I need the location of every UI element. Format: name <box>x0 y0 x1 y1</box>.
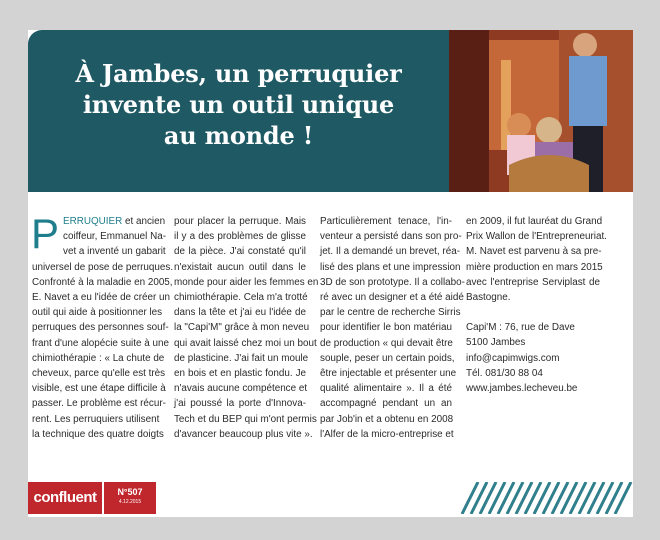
drop-cap: P <box>31 210 60 257</box>
contact-phone: Tél. 081/30 88 04 <box>466 367 543 379</box>
headline-line-1: À Jambes, un perruquier <box>75 59 402 88</box>
text-line: d'avancer beaucoup plus vite ». <box>174 428 313 440</box>
text-line: venteur a persisté dans son pro- <box>320 231 462 243</box>
text-line: Tech et du BEP qui m'ont permis <box>174 413 317 425</box>
text-line: la "Capi'M" grâce à mon neveu <box>174 322 310 334</box>
contact-website: www.jambes.lecheveu.be <box>466 383 578 395</box>
text-line: visible, est une étape difficile à <box>32 383 166 395</box>
page-footer <box>28 482 633 517</box>
text-line: il y a des problèmes de glisse <box>174 231 306 243</box>
text-line: n'avais aucune compétence et <box>174 383 308 395</box>
text-line: passer. Le problème est récur- <box>32 398 166 410</box>
text-line: souple, peser un certain poids, <box>320 352 455 364</box>
text-line: mière production en mars 2015 <box>466 261 603 273</box>
issue-number: N°507 <box>117 487 143 497</box>
text-line: chimiothérapie. Cela m'a trotté <box>174 292 308 304</box>
text-line: E. Navet a eu l'idée de créer un <box>32 292 171 304</box>
text-line: cheveux, parce qu'elle est très <box>32 368 166 380</box>
text-line: par le centre de recherche Sirris <box>320 307 461 319</box>
text-line: de production « qui devait être <box>320 337 453 349</box>
issue-badge <box>104 482 156 514</box>
text-line: n'existait aucun outil dans le <box>174 261 306 273</box>
headline-banner <box>28 30 449 192</box>
issue-date: 4.12.2015 <box>118 499 142 505</box>
text-line: Confronté à la maladie en 2005, <box>32 276 173 288</box>
headline-line-2: invente un outil unique <box>82 90 395 119</box>
text-line: M. Navet est parvenu à sa pre- <box>466 246 602 258</box>
text-line: rent. Les perruquiers utilisent <box>32 413 160 425</box>
article-body <box>28 192 633 482</box>
lead-word: ERRUQUIER <box>63 216 123 227</box>
decorative-stripes <box>458 482 633 514</box>
text-line: pour identifier le bon matériau <box>320 322 452 334</box>
text-line: universel de pose de perruques. <box>32 261 174 273</box>
text-line: vet a inventé un gabarit <box>63 246 166 258</box>
text-line: ERRUQUIER et ancien <box>63 216 166 227</box>
text-line: chimiothérapie : « La chute de <box>32 352 165 364</box>
text-line: en bois et en plastic fondu. Je <box>174 368 306 380</box>
text-line: 3D de son prototype. Il a collabo- <box>320 276 465 288</box>
text-line: Prix Wallon de l'Entrepreneuriat. <box>466 231 607 243</box>
contact-email: info@capimwigs.com <box>466 352 560 364</box>
text-line: frant d'une alopécie suite à une <box>32 337 169 349</box>
text-line: j'ai poussé la porte d'Innova- <box>174 398 306 410</box>
text-line: dans la tête et j'ai eu l'idée de <box>174 307 306 319</box>
text-line: pour placer la perruque. Mais <box>174 216 306 227</box>
contact-address: Capi'M : 76, rue de Dave <box>466 322 575 334</box>
text-line: qualité alimentaire ». Il a été <box>320 383 452 395</box>
text-line: avec l'entreprise Serviplast de <box>466 276 600 288</box>
column-3 <box>320 214 465 442</box>
text-line: coiffeur, Emmanuel Na- <box>63 231 167 243</box>
text-line: l'Alfer de la micro-entreprise et <box>320 428 454 440</box>
contact-city: 5100 Jambes <box>466 337 526 349</box>
text-line: jet. Il a demandé un brevet, réa- <box>320 246 460 258</box>
photo-illustration <box>449 30 633 192</box>
text-line: être injectable et présenter une <box>320 368 457 380</box>
confluent-logo: confluent <box>28 482 102 514</box>
text-line: lisé des plans et une impression <box>320 261 461 273</box>
contact-block <box>466 320 600 396</box>
text-line: la technique des quatre doigts <box>32 428 164 440</box>
text-line: de la pièce. J'ai constaté qu'il <box>174 246 306 258</box>
headline-line-3: au monde ! <box>163 121 314 150</box>
text-line: outil qui aide à positionner les <box>32 307 163 319</box>
text-line: qui avait laissé chez moi un bout <box>174 337 317 349</box>
magazine-page <box>28 30 633 517</box>
text-line: en 2009, il fut lauréat du Grand <box>466 216 603 227</box>
text-line: de plasticine. J'ai fait un moule <box>174 352 309 364</box>
text-line: Particulièrement tenace, l'in- <box>320 216 452 227</box>
text-line: monde pour aider les femmes en <box>174 276 319 288</box>
text-line: ré avec un designer et a été aidé <box>320 292 464 304</box>
text-line: accompagné pendant un an <box>320 398 452 410</box>
column-2 <box>174 214 319 442</box>
column-1 <box>31 210 174 442</box>
article-photo <box>449 30 633 192</box>
text-line: par Job'in et a obtenu en 2008 <box>320 413 454 425</box>
column-4 <box>466 214 607 396</box>
article-headline <box>28 58 449 151</box>
text-line: perruques des personnes souf- <box>32 322 169 334</box>
text-line: Bastogne. <box>466 292 511 304</box>
